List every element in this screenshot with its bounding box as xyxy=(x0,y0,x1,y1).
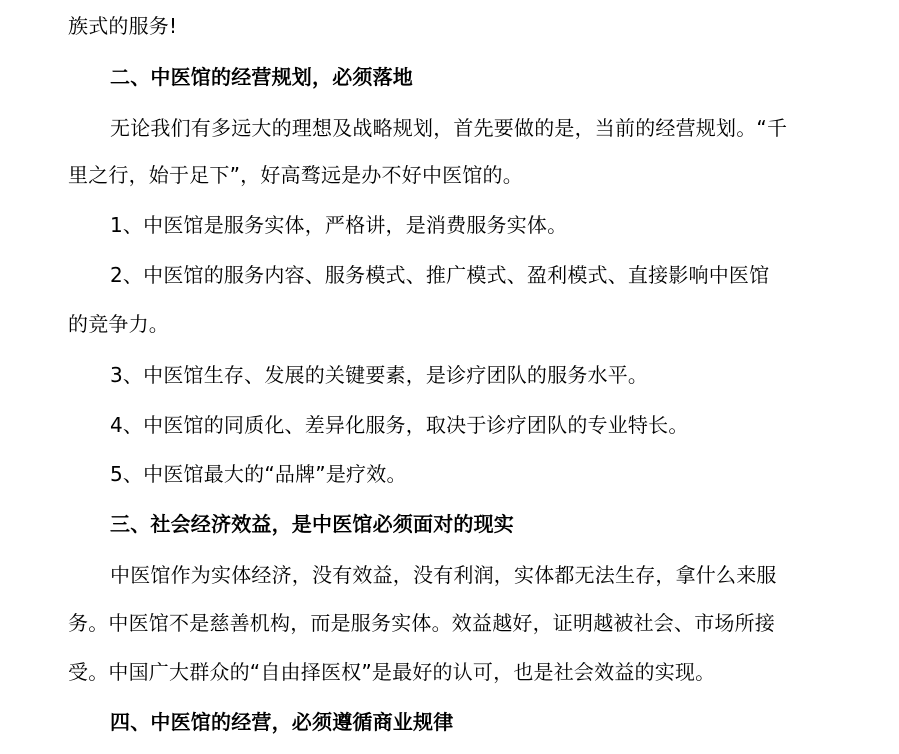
list-item-5: 5、中医馆最大的“品牌”是疗效。 xyxy=(110,462,407,486)
list-item-1: 1、中医馆是服务实体，严格讲，是消费服务实体。 xyxy=(110,213,568,237)
list-item-4: 4、中医馆的同质化、差异化服务，取决于诊疗团队的专业特长。 xyxy=(110,413,689,437)
list-item-3: 3、中医馆生存、发展的关键要素，是诊疗团队的服务水平。 xyxy=(110,363,649,387)
list-item-2: 2、中医馆的服务内容、服务模式、推广模式、盈利模式、直接影响中医馆 xyxy=(110,263,770,287)
text-line-1: 族式的服务! xyxy=(68,14,178,38)
text-line-12: 中医馆作为实体经济，没有效益，没有利润，实体都无法生存，拿什么来服 xyxy=(110,563,777,587)
text-line-14: 受。中国广大群众的“自由择医权”是最好的认可，也是社会效益的实现。 xyxy=(68,660,716,684)
text-line-4: 里之行，始于足下”，好高骛远是办不好中医馆的。 xyxy=(68,163,523,187)
section-heading-2: 二、中医馆的经营规划，必须落地 xyxy=(110,65,413,89)
list-item-2-continued: 的竞争力。 xyxy=(68,312,169,336)
text-line-13: 务。中医馆不是慈善机构，而是服务实体。效益越好，证明越被社会、市场所接 xyxy=(68,611,775,635)
text-line-3: 无论我们有多远大的理想及战略规划，首先要做的是，当前的经营规划。“千 xyxy=(110,116,788,140)
section-heading-4: 四、中医馆的经营，必须遵循商业规律 xyxy=(110,710,454,734)
section-heading-3: 三、社会经济效益，是中医馆必须面对的现实 xyxy=(110,512,514,536)
